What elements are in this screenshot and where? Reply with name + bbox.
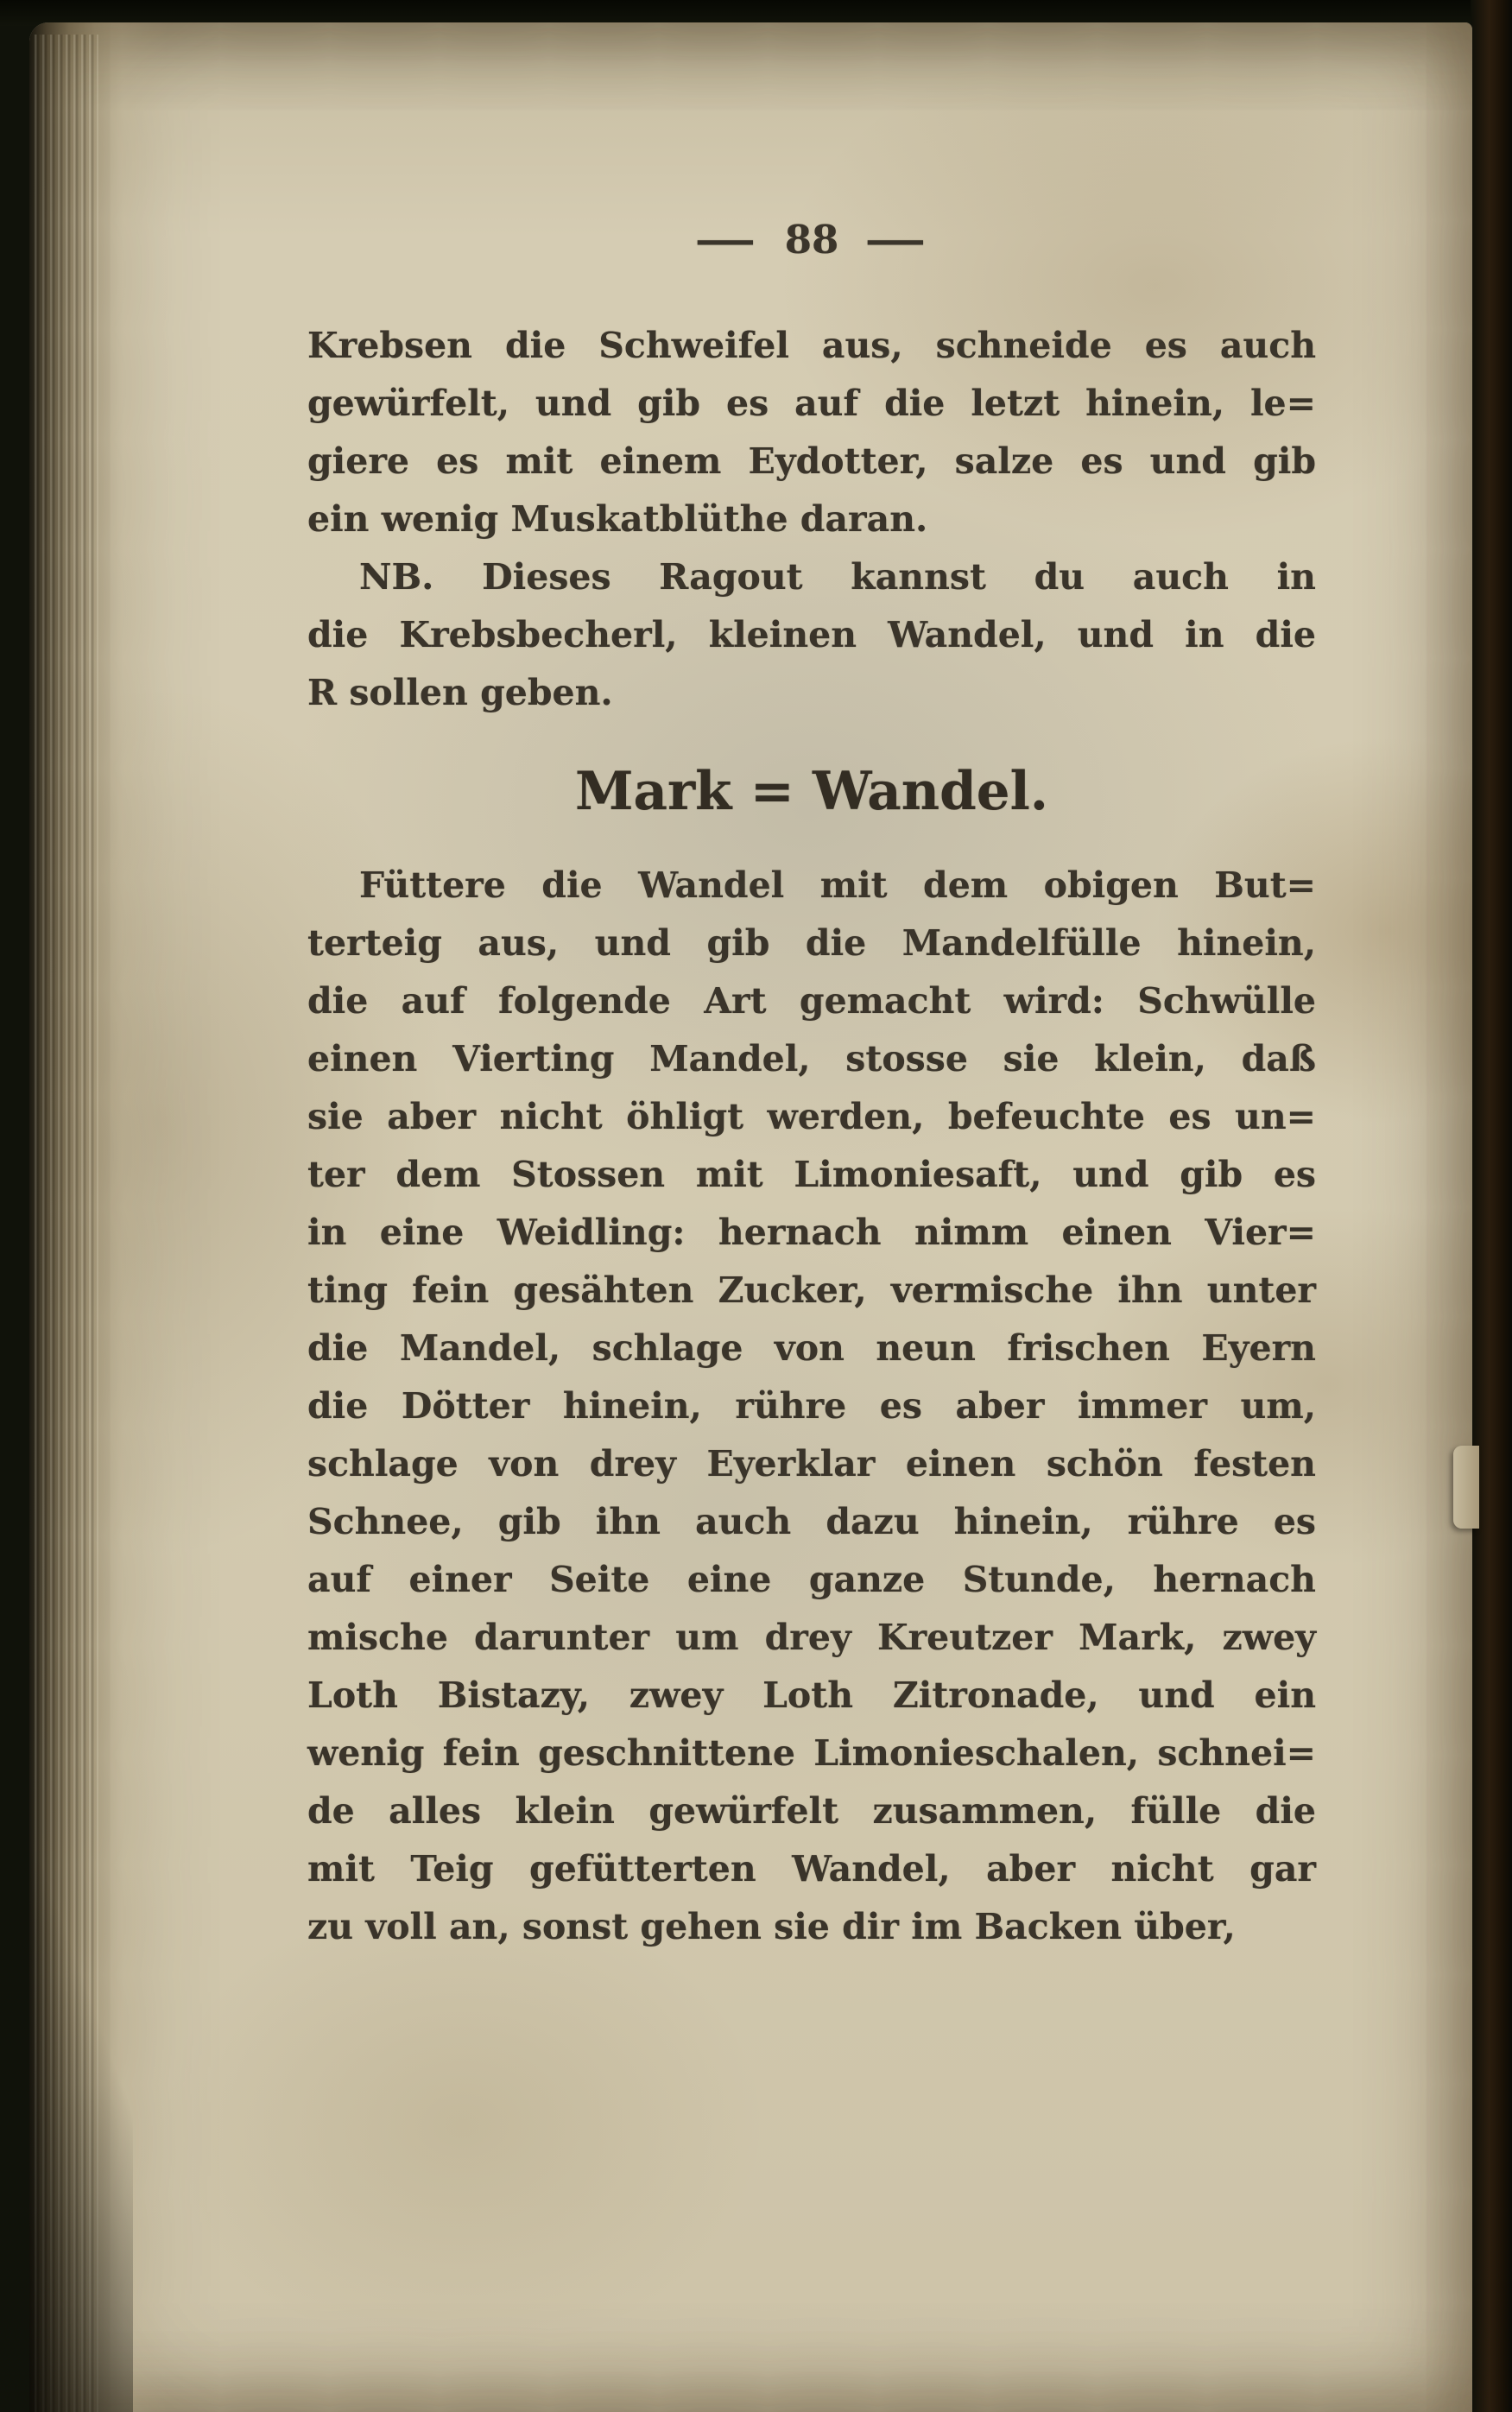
header-rule-right: — xyxy=(864,217,930,263)
paragraph xyxy=(307,548,1316,722)
text-line: die Krebsbecherl, kleinen Wandel, und in die xyxy=(307,614,1316,655)
section-heading: Mark = Wandel. xyxy=(575,761,1048,822)
book-page xyxy=(29,22,1472,2412)
scan-background-right xyxy=(1471,0,1512,2412)
text-line: auf einer Seite eine ganze Stunde, hernach xyxy=(307,1559,1316,1600)
bottom-corner-shadow xyxy=(29,1756,133,2412)
text-line: Schnee, gib ihn auch dazu hinein, rühre es xyxy=(307,1501,1316,1542)
text-line: wenig fein geschnittene Limonieschalen, schnei= xyxy=(307,1732,1316,1774)
text-line: de alles klein gewürfelt zusammen, fülle die xyxy=(307,1790,1316,1832)
text-line: Füttere die Wandel mit dem obigen But= xyxy=(359,864,1316,906)
text-line: ein wenig Muskatblüthe daran. xyxy=(307,498,928,540)
right-page-curl xyxy=(1453,1446,1479,1529)
text-line: gewürfelt, und gib es auf die letzt hinein, le= xyxy=(307,383,1316,424)
text-line: Krebsen die Schweifel aus, schneide es auch xyxy=(307,325,1316,366)
text-line: schlage von drey Eyerklar einen schön festen xyxy=(307,1443,1316,1485)
text-block xyxy=(307,211,1316,1956)
text-line: Loth Bistazy, zwey Loth Zitronade, und ein xyxy=(307,1674,1316,1716)
text-line: NB. Dieses Ragout kannst du auch in xyxy=(359,556,1316,598)
text-line: ter dem Stossen mit Limoniesaft, und gib es xyxy=(307,1154,1316,1195)
text-line: R sollen geben. xyxy=(307,672,613,713)
text-line: in eine Weidling: hernach nimm einen Vier= xyxy=(307,1212,1316,1253)
text-line: terteig aus, und gib die Mandelfülle hinein, xyxy=(307,922,1316,964)
text-line: mische darunter um drey Kreutzer Mark, zwey xyxy=(307,1617,1316,1658)
header-rule-left: — xyxy=(693,217,759,263)
paragraph xyxy=(307,317,1316,548)
text-line: mit Teig gefütterten Wandel, aber nicht gar xyxy=(307,1848,1316,1890)
body-text xyxy=(307,317,1316,1956)
text-line: die Mandel, schlage von neun frischen Eyern xyxy=(307,1327,1316,1369)
text-line: einen Vierting Mandel, stosse sie klein, daß xyxy=(307,1038,1316,1079)
page-header xyxy=(307,211,1316,269)
text-line: sie aber nicht öhligt werden, befeuchte es un= xyxy=(307,1096,1316,1137)
text-line: zu voll an, sonst gehen sie dir im Backen über, xyxy=(307,1906,1236,1947)
text-line: ting fein gesähten Zucker, vermische ihn unter xyxy=(307,1269,1316,1311)
text-line: die Dötter hinein, rühre es aber immer um, xyxy=(307,1385,1316,1427)
paragraph xyxy=(307,857,1316,1956)
text-line: die auf folgende Art gemacht wird: Schwülle xyxy=(307,980,1316,1022)
page-number: 88 xyxy=(784,217,839,263)
text-line: giere es mit einem Eydotter, salze es und gib xyxy=(307,440,1316,482)
